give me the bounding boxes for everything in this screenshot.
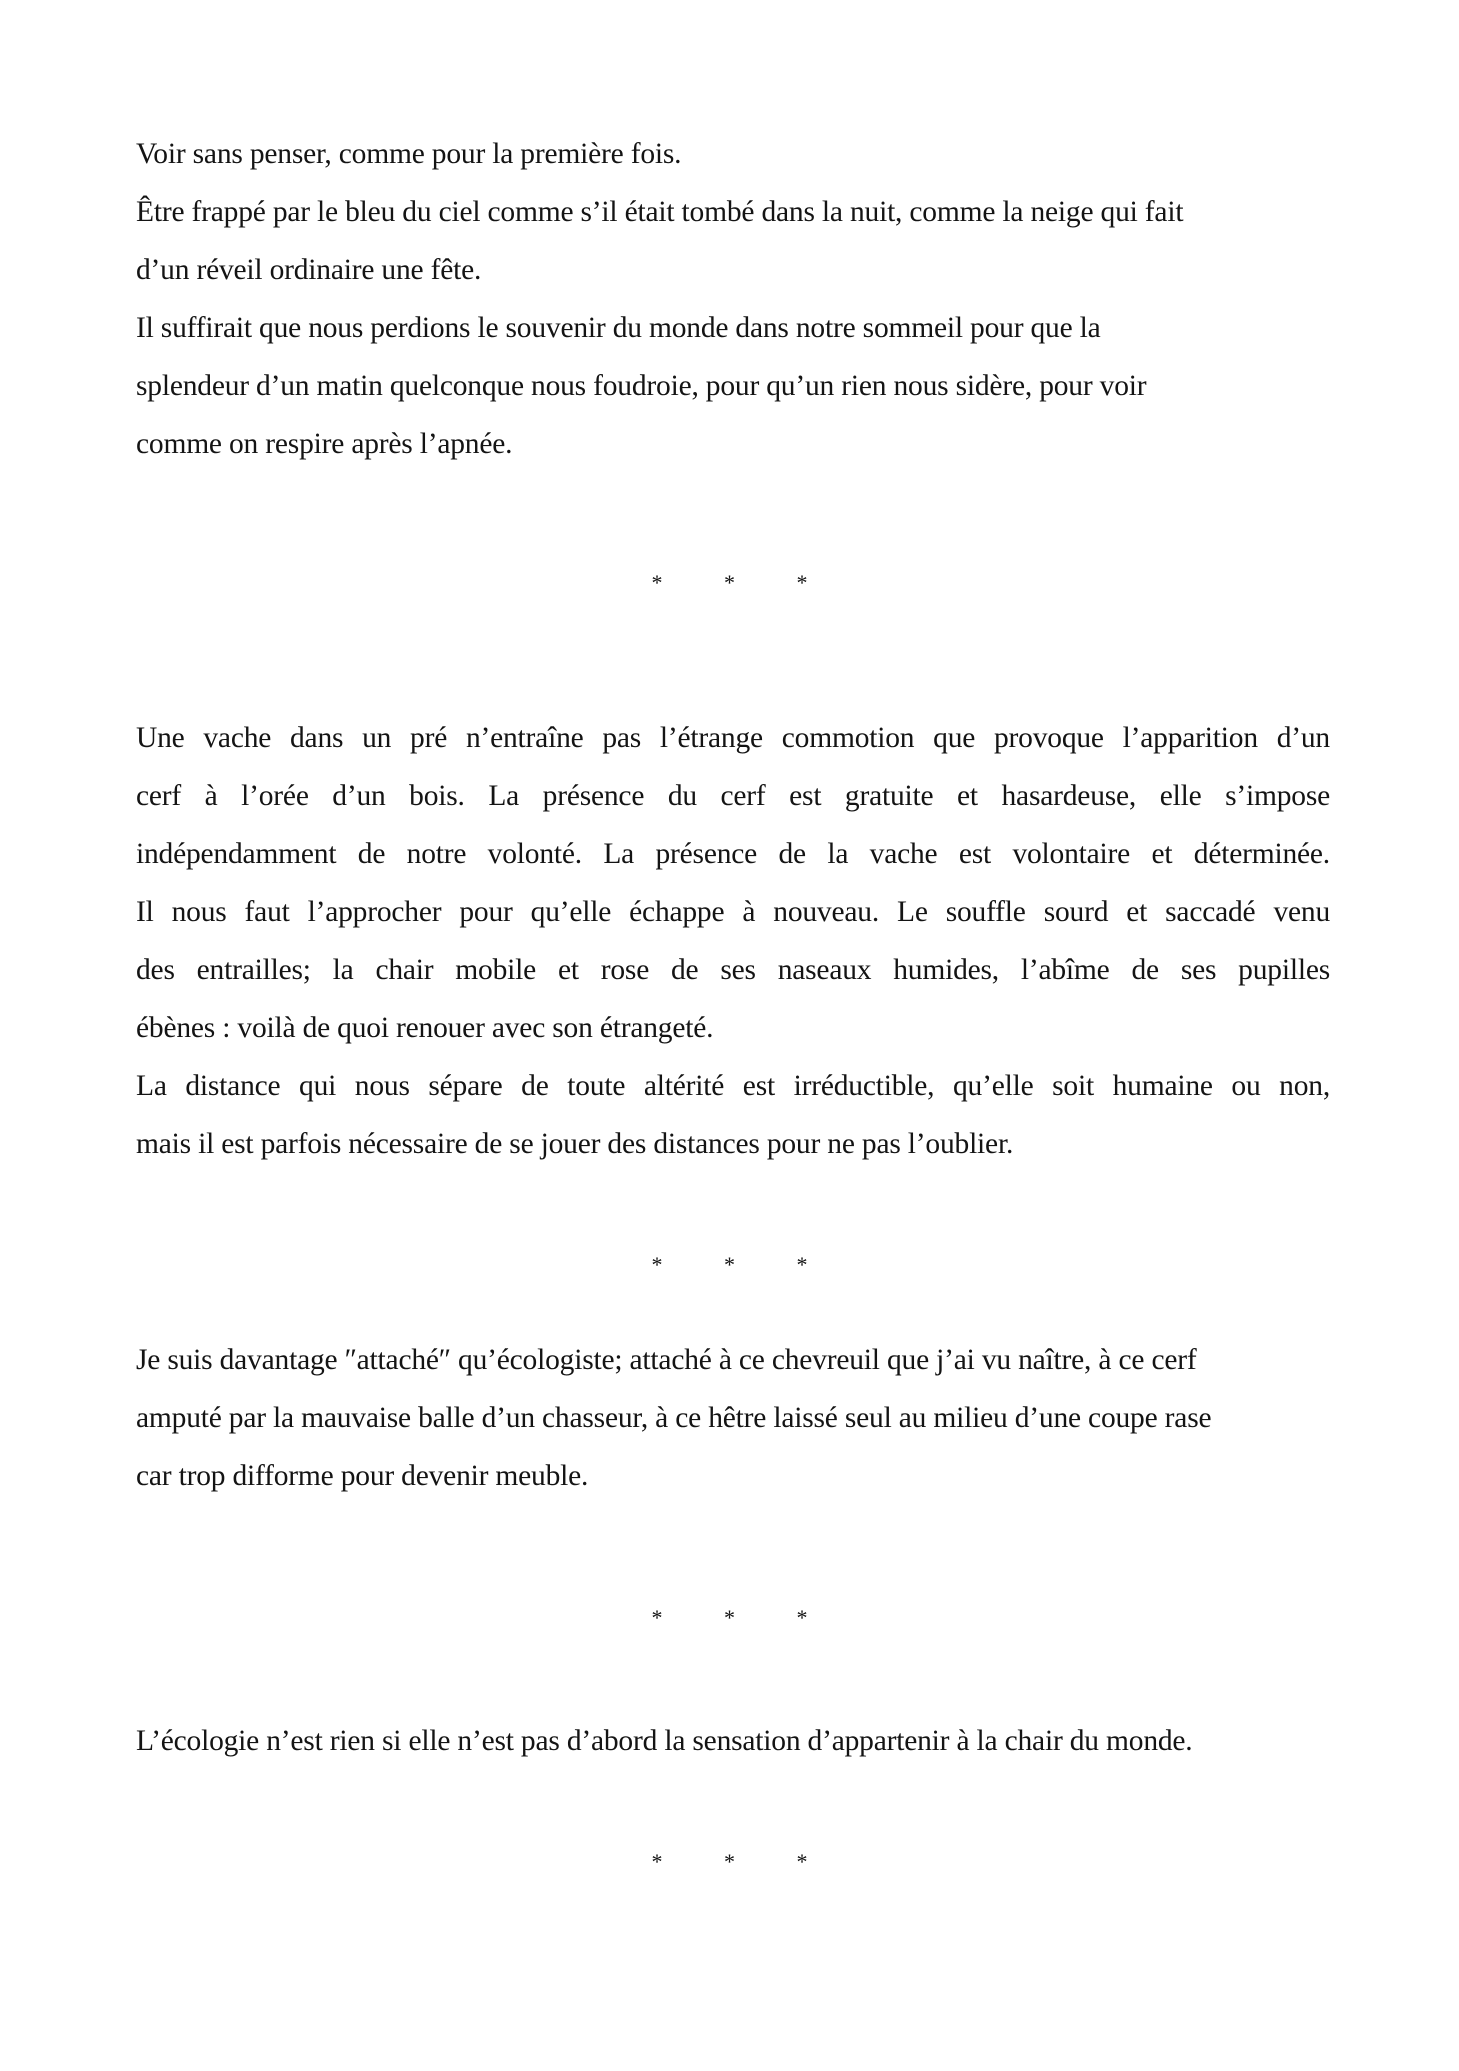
paragraph-line: cerf à l’orée d’un bois. La présence du cerf est gratuite et hasardeuse, elle s’impose	[136, 780, 1330, 812]
paragraph-line: Être frappé par le bleu du ciel comme s’il était tombé dans la nuit, comme la neige qui fait	[136, 196, 1184, 228]
paragraph-line: splendeur d’un matin quelconque nous foudroie, pour qu’un rien nous sidère, pour voir	[136, 370, 1147, 402]
paragraph-line: des entrailles; la chair mobile et rose de ses naseaux humides, l’abîme de ses pupilles	[136, 954, 1330, 986]
paragraph-line: La distance qui nous sépare de toute altérité est irréductible, qu’elle soit humaine ou non,	[136, 1070, 1330, 1102]
paragraph-line: amputé par la mauvaise balle d’un chasseur, à ce hêtre laissé seul au milieu d’une coupe rase	[136, 1402, 1212, 1434]
paragraph-line: Voir sans penser, comme pour la première fois.	[136, 138, 682, 170]
section-separator: * * *	[651, 1605, 836, 1630]
paragraph-line: Il suffirait que nous perdions le souvenir du monde dans notre sommeil pour que la	[136, 312, 1101, 344]
section-separator: * * *	[651, 1252, 836, 1277]
paragraph-line: ébènes : voilà de quoi renouer avec son étrangeté.	[136, 1012, 714, 1044]
section-separator: * * *	[651, 1849, 836, 1874]
paragraph-line: car trop difforme pour devenir meuble.	[136, 1460, 589, 1492]
paragraph-line: L’écologie n’est rien si elle n’est pas d’abord la sensation d’appartenir à la chair du monde.	[136, 1725, 1193, 1757]
paragraph-line: Une vache dans un pré n’entraîne pas l’étrange commotion que provoque l’apparition d’un	[136, 722, 1330, 754]
paragraph-line: mais il est parfois nécessaire de se jouer des distances pour ne pas l’oublier.	[136, 1128, 1014, 1160]
section-separator: * * *	[651, 570, 836, 595]
paragraph-line: Il nous faut l’approcher pour qu’elle échappe à nouveau. Le souffle sourd et saccadé venu	[136, 896, 1330, 928]
paragraph-line: indépendamment de notre volonté. La présence de la vache est volontaire et déterminée.	[136, 838, 1330, 870]
paragraph-line: comme on respire après l’apnée.	[136, 428, 513, 460]
paragraph-line: d’un réveil ordinaire une fête.	[136, 254, 482, 286]
paragraph-line: Je suis davantage ″attaché″ qu’écologiste; attaché à ce chevreuil que j’ai vu naître, à ce cerf	[136, 1344, 1197, 1376]
